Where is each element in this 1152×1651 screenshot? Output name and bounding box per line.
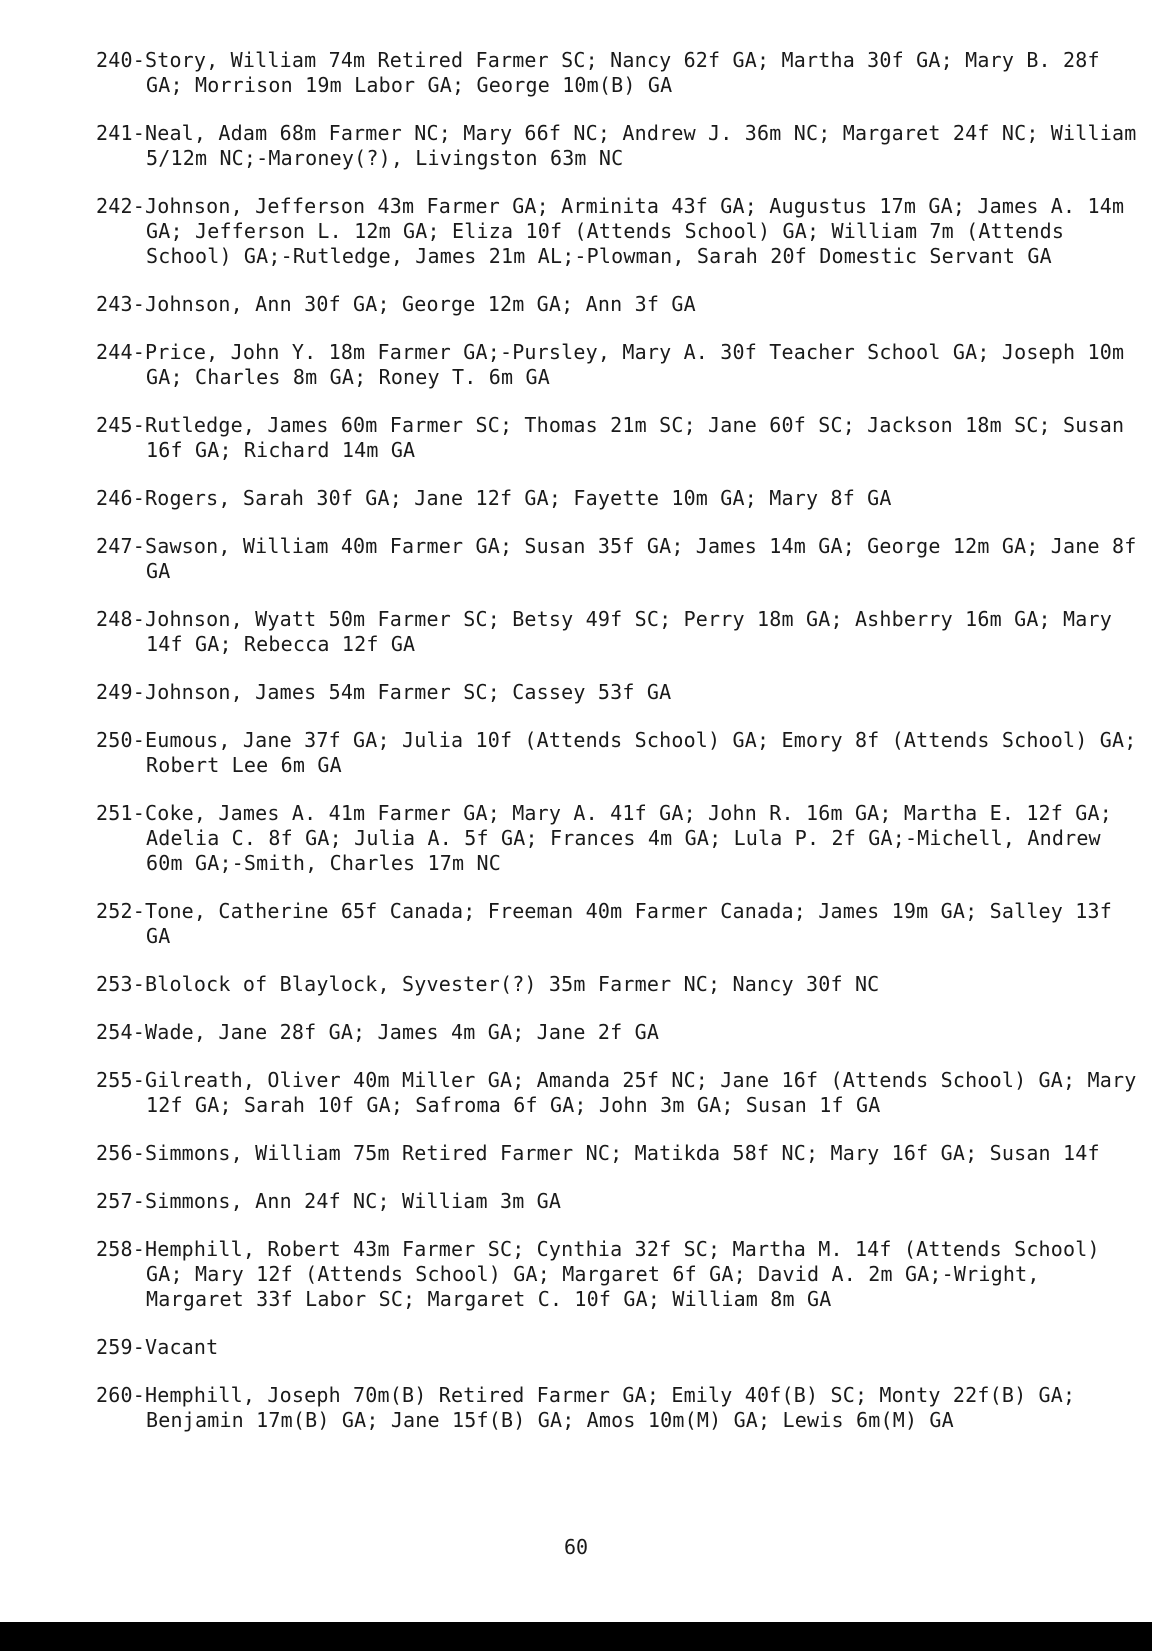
census-entry-258: 258-Hemphill, Robert 43m Farmer SC; Cynthia 32f SC; Martha M. 14f (Attends School) GA; Mary 12f (Attends School) GA; Margaret 6f GA; David A. 2m GA;-Wright, Margaret 33f Labor SC; Margaret C. 10f GA; William 8m GA — [96, 1237, 1100, 1311]
census-entries — [96, 48, 1146, 1433]
census-entry-251: 251-Coke, James A. 41m Farmer GA; Mary A. 41f GA; John R. 16m GA; Martha E. 12f GA; Adelia C. 8f GA; Julia A. 5f GA; Frances 4m GA; Lula P. 2f GA;-Michell, Andrew 60m GA;-Smith, Charles 17m NC — [96, 801, 1113, 875]
census-entry-243: 243-Johnson, Ann 30f GA; George 12m GA; Ann 3f GA — [96, 292, 696, 316]
census-entry-249: 249-Johnson, James 54m Farmer SC; Cassey 53f GA — [96, 680, 672, 704]
census-entry-252: 252-Tone, Catherine 65f Canada; Freeman 40m Farmer Canada; James 19m GA; Salley 13f GA — [96, 899, 1113, 948]
scan-border-bar — [0, 1622, 1152, 1651]
census-entry-241: 241-Neal, Adam 68m Farmer NC; Mary 66f NC; Andrew J. 36m NC; Margaret 24f NC; William 5/12m NC;-Maroney(?), Livingston 63m NC — [96, 121, 1137, 170]
census-entry-254: 254-Wade, Jane 28f GA; James 4m GA; Jane 2f GA — [96, 1020, 660, 1044]
census-entry-240: 240-Story, William 74m Retired Farmer SC; Nancy 62f GA; Martha 30f GA; Mary B. 28f GA; Morrison 19m Labor GA; George 10m(B) GA — [96, 48, 1100, 97]
census-entry-246: 246-Rogers, Sarah 30f GA; Jane 12f GA; Fayette 10m GA; Mary 8f GA — [96, 486, 892, 510]
census-entry-253: 253-Blolock of Blaylock, Syvester(?) 35m Farmer NC; Nancy 30f NC — [96, 972, 880, 996]
census-entry-257: 257-Simmons, Ann 24f NC; William 3m GA — [96, 1189, 562, 1213]
census-entry-244: 244-Price, John Y. 18m Farmer GA;-Pursley, Mary A. 30f Teacher School GA; Joseph 10m GA; Charles 8m GA; Roney T. 6m GA — [96, 340, 1125, 389]
census-entry-250: 250-Eumous, Jane 37f GA; Julia 10f (Attends School) GA; Emory 8f (Attends School) GA; Robert Lee 6m GA — [96, 728, 1137, 777]
page-number: 60 — [563, 1535, 589, 1559]
census-entry-247: 247-Sawson, William 40m Farmer GA; Susan 35f GA; James 14m GA; George 12m GA; Jane 8f GA — [96, 534, 1137, 583]
census-entry-255: 255-Gilreath, Oliver 40m Miller GA; Amanda 25f NC; Jane 16f (Attends School) GA; Mary 12f GA; Sarah 10f GA; Safroma 6f GA; John 3m GA; Susan 1f GA — [96, 1068, 1137, 1117]
census-entry-260: 260-Hemphill, Joseph 70m(B) Retired Farmer GA; Emily 40f(B) SC; Monty 22f(B) GA; Benjamin 17m(B) GA; Jane 15f(B) GA; Amos 10m(M) GA; Lewis 6m(M) GA — [96, 1383, 1076, 1432]
census-entry-256: 256-Simmons, William 75m Retired Farmer NC; Matikda 58f NC; Mary 16f GA; Susan 14f — [96, 1141, 1100, 1165]
census-entry-245: 245-Rutledge, James 60m Farmer SC; Thomas 21m SC; Jane 60f SC; Jackson 18m SC; Susan 16f GA; Richard 14m GA — [96, 413, 1125, 462]
census-entry-248: 248-Johnson, Wyatt 50m Farmer SC; Betsy 49f SC; Perry 18m GA; Ashberry 16m GA; Mary 14f GA; Rebecca 12f GA — [96, 607, 1113, 656]
census-entry-259: 259-Vacant — [96, 1335, 219, 1359]
census-entry-242: 242-Johnson, Jefferson 43m Farmer GA; Arminita 43f GA; Augustus 17m GA; James A. 14m GA; Jefferson L. 12m GA; Eliza 10f (Attends School) GA; William 7m (Attends School) GA;-Rutledge, James 21m AL;-Plowman, Sarah 20f Domestic Servant GA — [96, 194, 1125, 268]
